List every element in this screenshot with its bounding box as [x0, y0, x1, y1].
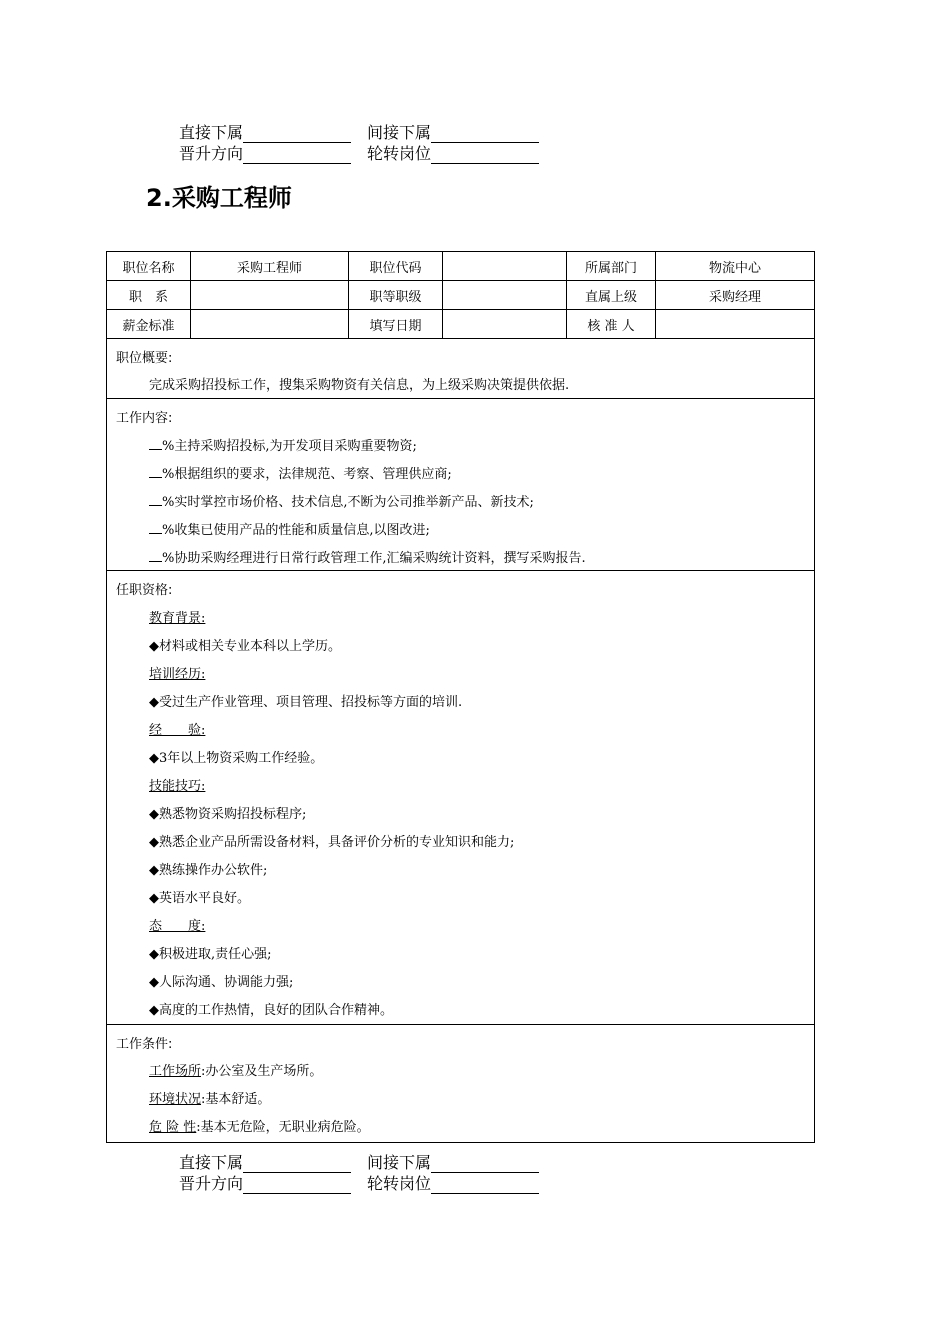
education-label: 教育背景: — [149, 611, 206, 626]
percent-blank — [149, 549, 162, 562]
environment-line — [149, 1088, 270, 1107]
qualifications-title: 任职资格: — [116, 583, 173, 598]
supervisor-value: 采购经理 — [656, 281, 815, 310]
risk-line — [149, 1116, 370, 1135]
label-cell: 薪金标准 — [107, 310, 191, 339]
list-item — [149, 463, 452, 482]
summary-text: 完成采购招投标工作，搜集采购物资有关信息，为上级采购决策提供依据. — [149, 378, 570, 393]
direct-subordinate-label: 直接下属 — [179, 123, 244, 142]
department-value: 物流中心 — [656, 252, 815, 281]
promotion-label: 晋升方向 — [179, 144, 244, 163]
duty-text: %主持采购招投标,为开发项目采购重要物资; — [162, 439, 417, 454]
summary-section — [106, 338, 815, 399]
approver-value — [656, 310, 815, 339]
rotation-label: 轮转岗位 — [367, 1174, 432, 1193]
header-fields-bottom — [179, 1152, 555, 1194]
training-label: 培训经历: — [149, 667, 206, 682]
conditions-title: 工作条件: — [116, 1037, 173, 1052]
duty-text: %根据组织的要求，法律规范、考察、管理供应商; — [162, 467, 452, 482]
percent-blank — [149, 493, 162, 506]
label-cell: 所属部门 — [567, 252, 656, 281]
duty-text: %协助采购经理进行日常行政管理工作,汇编采购统计资料，撰写采购报告. — [162, 551, 586, 566]
position-name-value: 采购工程师 — [191, 252, 349, 281]
skills-label: 技能技巧: — [149, 779, 206, 794]
fill-date-value — [443, 310, 567, 339]
direct-subordinate-blank — [243, 125, 351, 143]
label-cell: 填写日期 — [349, 310, 443, 339]
indirect-subordinate-label: 间接下属 — [367, 123, 432, 142]
risk-text: :基本无危险，无职业病危险。 — [196, 1120, 370, 1135]
label-cell: 职等职级 — [349, 281, 443, 310]
work-place-text: :办公室及生产场所。 — [201, 1064, 323, 1079]
label-cell: 直属上级 — [567, 281, 656, 310]
job-family-value — [191, 281, 349, 310]
promotion-label: 晋升方向 — [179, 1174, 244, 1193]
indirect-subordinate-label: 间接下属 — [367, 1153, 432, 1172]
indirect-subordinate-blank — [431, 125, 539, 143]
education-text: ◆材料或相关专业本科以上学历。 — [149, 639, 341, 654]
promotion-blank — [243, 1176, 351, 1194]
list-item: ◆熟练操作办公软件; — [149, 863, 268, 878]
qualifications-section — [106, 570, 815, 1025]
rotation-blank — [431, 146, 539, 164]
percent-blank — [149, 465, 162, 478]
experience-label: 经 验: — [149, 723, 206, 738]
summary-title: 职位概要: — [116, 351, 173, 366]
work-place-line — [149, 1060, 322, 1079]
percent-blank — [149, 521, 162, 534]
section-heading: 2.采购工程师 — [146, 184, 292, 212]
list-item — [149, 491, 534, 510]
promotion-blank — [243, 146, 351, 164]
list-item: ◆积极进取,责任心强; — [149, 947, 272, 962]
table-row — [107, 310, 815, 339]
list-item — [149, 547, 586, 566]
position-info-table — [106, 251, 815, 339]
rotation-blank — [431, 1176, 539, 1194]
environment-label: 环境状况 — [149, 1092, 202, 1107]
list-item — [149, 435, 417, 454]
label-cell: 职 系 — [107, 281, 191, 310]
grade-value — [443, 281, 567, 310]
duty-text: %收集已使用产品的性能和质量信息,以图改进; — [162, 523, 430, 538]
list-item: ◆熟悉物资采购招投标程序; — [149, 807, 307, 822]
training-text: ◆受过生产作业管理、项目管理、招投标等方面的培训. — [149, 695, 463, 710]
list-item: ◆人际沟通、协调能力强; — [149, 975, 294, 990]
conditions-section — [106, 1024, 815, 1143]
risk-label: 危 险 性 — [149, 1120, 197, 1135]
experience-text: ◆3年以上物资采购工作经验。 — [149, 751, 324, 766]
salary-value — [191, 310, 349, 339]
label-cell: 职位名称 — [107, 252, 191, 281]
table-row — [107, 281, 815, 310]
list-item: ◆高度的工作热情，良好的团队合作精神。 — [149, 1003, 393, 1018]
duty-text: %实时掌控市场价格、技术信息,不断为公司推举新产品、新技术; — [162, 495, 534, 510]
direct-subordinate-label: 直接下属 — [179, 1153, 244, 1172]
duties-title: 工作内容: — [116, 411, 173, 426]
percent-blank — [149, 437, 162, 450]
label-cell: 职位代码 — [349, 252, 443, 281]
work-place-label: 工作场所 — [149, 1064, 202, 1079]
list-item: ◆熟悉企业产品所需设备材料，具备评价分析的专业知识和能力; — [149, 835, 515, 850]
duties-section — [106, 398, 815, 571]
indirect-subordinate-blank — [431, 1155, 539, 1173]
table-row — [107, 252, 815, 281]
header-fields-top — [179, 122, 555, 164]
environment-text: :基本舒适。 — [201, 1092, 271, 1107]
list-item — [149, 519, 430, 538]
label-cell: 核 准 人 — [567, 310, 656, 339]
attitude-label: 态 度: — [149, 919, 206, 934]
direct-subordinate-blank — [243, 1155, 351, 1173]
list-item: ◆英语水平良好。 — [149, 891, 250, 906]
rotation-label: 轮转岗位 — [367, 144, 432, 163]
position-code-value — [443, 252, 567, 281]
